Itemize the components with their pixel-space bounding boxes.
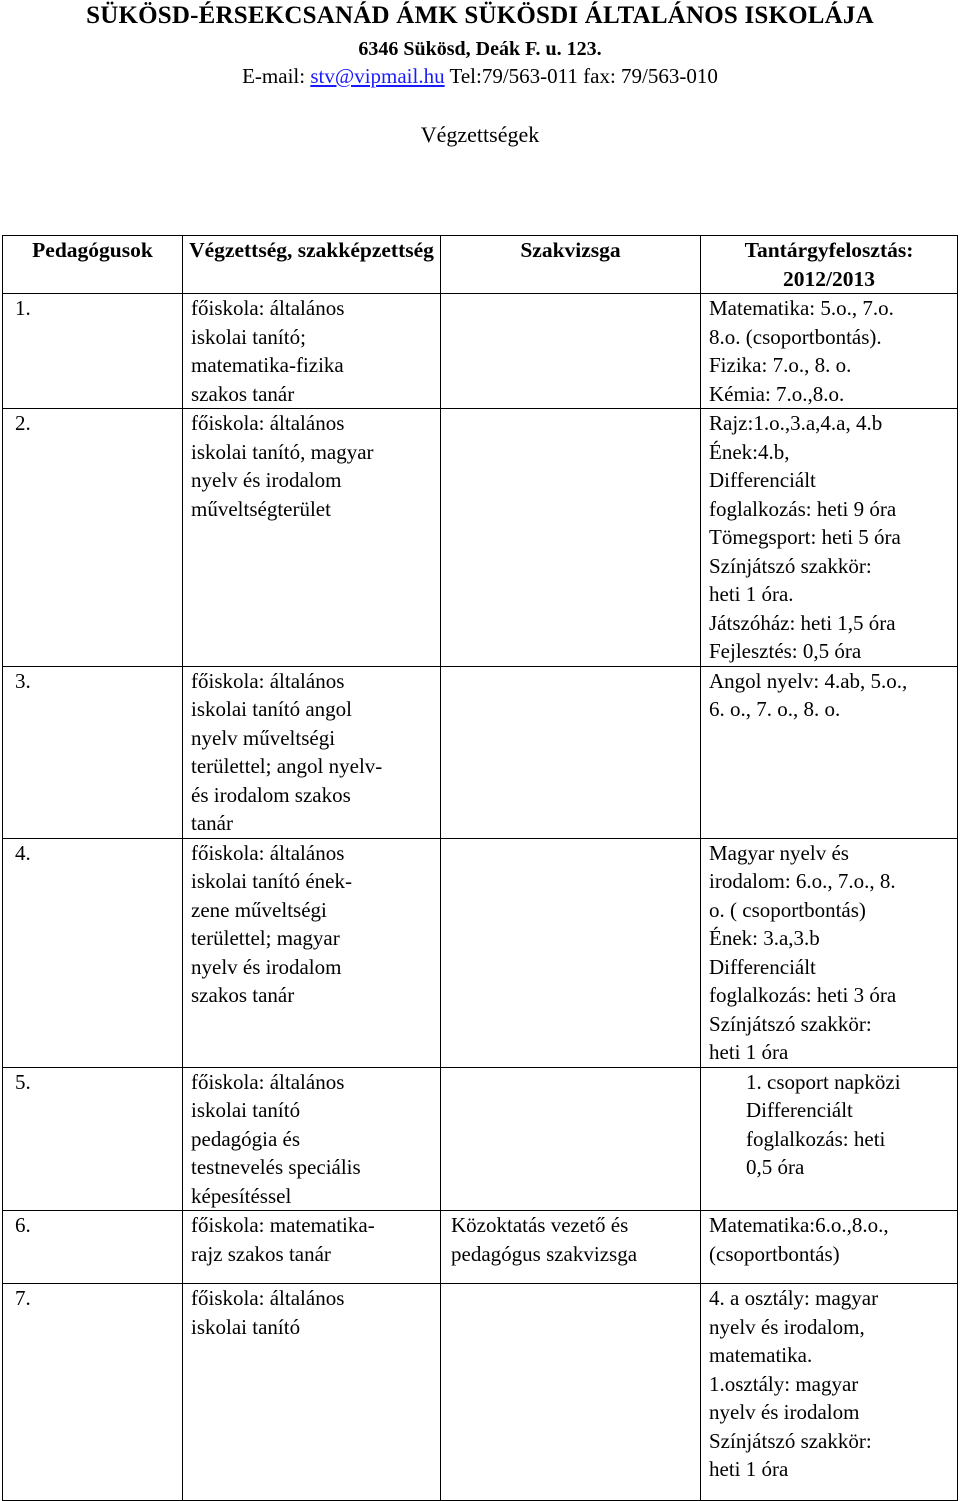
qualification-line: szakos tanár [191, 381, 295, 406]
qualification-line: iskolai tanító angol [191, 697, 352, 721]
qualification-line: tanár [191, 811, 233, 835]
teacher-number: 1. [3, 294, 183, 409]
qualification-line: főiskola: általános [191, 668, 345, 693]
qualification-line: rajz szakos tanár [191, 1241, 331, 1266]
exam-cell [441, 1284, 701, 1501]
subject-line: Színjátszó szakkör: [709, 1011, 872, 1036]
subjects-cell [701, 409, 958, 667]
qualification-cell [183, 1211, 441, 1284]
subject-line: 8.o. (csoportbontás). [709, 324, 882, 349]
subject-line: 6. o., 7. o., 8. o. [709, 697, 841, 721]
subject-line: Színjátszó szakkör: [709, 553, 872, 578]
table-row [3, 1284, 958, 1501]
phone-fax: Tel:79/563-011 fax: 79/563-010 [449, 64, 718, 88]
table-row [3, 666, 958, 838]
document-title: Végzettségek [420, 122, 540, 147]
subject-line: Differenciált [746, 1098, 853, 1122]
subject-line: Ének: 3.a,3.b [709, 926, 820, 950]
school-name: SÜKÖSD-ÉRSEKCSANÁD ÁMK SÜKÖSDI ÁLTALÁNOS ISKOLÁJA [86, 2, 874, 29]
subject-line: matematika. [709, 1343, 813, 1367]
qualification-line: nyelv műveltségi [191, 725, 336, 750]
email-label: E-mail: [242, 64, 306, 88]
subject-line: Színjátszó szakkör: [709, 1428, 872, 1453]
table-row [3, 409, 958, 667]
exam-line: Közoktatás vezető és [451, 1213, 629, 1237]
teacher-number: 5. [3, 1067, 183, 1211]
qualification-cell [183, 1284, 441, 1501]
qualification-line: iskolai tanító [191, 1098, 301, 1122]
qualification-line: nyelv és irodalom [191, 954, 342, 979]
qualification-cell [183, 666, 441, 838]
subject-line: 0,5 óra [746, 1155, 805, 1179]
subject-line: Fizika: 7.o., 8. o. [709, 353, 852, 377]
qualification-line: matematika-fizika [191, 353, 344, 377]
exam-cell [441, 1211, 701, 1284]
qualification-line: főiskola: általános [191, 1069, 345, 1094]
subject-line: foglalkozás: heti 3 óra [709, 983, 897, 1007]
subject-line: Ének:4.b, [709, 439, 790, 464]
subject-line: heti 1 óra. [709, 582, 794, 606]
subject-line: Matematika: 5.o., 7.o. [709, 296, 894, 320]
qualification-line: főiskola: általános [191, 411, 345, 435]
table-row [3, 1067, 958, 1211]
subject-line: Differenciált [709, 954, 816, 979]
teacher-number: 7. [3, 1284, 183, 1501]
qualification-line: területtel; angol nyelv- [191, 754, 383, 778]
subject-line: (csoportbontás) [709, 1241, 840, 1266]
subjects-cell [701, 294, 958, 409]
teacher-number: 2. [3, 409, 183, 667]
school-address: 6346 Sükösd, Deák F. u. 123. [358, 38, 602, 60]
subject-line: 1.osztály: magyar [709, 1371, 859, 1396]
header-qualification: Végzettség, szakképzettség [183, 236, 441, 294]
subject-line: nyelv és irodalom, [709, 1314, 865, 1339]
exam-cell [441, 838, 701, 1067]
qualification-line: főiskola: általános [191, 840, 345, 865]
exam-cell [441, 1067, 701, 1211]
qualification-line: iskolai tanító ének- [191, 869, 352, 893]
subjects-cell [701, 1284, 958, 1501]
qualification-line: főiskola: matematika- [191, 1213, 375, 1237]
qualification-line: iskolai tanító; [191, 324, 306, 349]
exam-cell [441, 409, 701, 667]
subject-line: 1. csoport napközi [746, 1069, 901, 1094]
exam-line: pedagógus szakvizsga [451, 1241, 638, 1266]
qualification-line: iskolai tanító, magyar [191, 439, 374, 464]
subject-line: foglalkozás: heti [746, 1126, 886, 1151]
qualification-cell [183, 294, 441, 409]
qualification-line: zene műveltségi [191, 897, 327, 922]
email-link[interactable]: stv@vipmail.hu [310, 64, 445, 88]
subjects-cell [701, 1067, 958, 1211]
subject-line: Rajz:1.o.,3.a,4.a, 4.b [709, 411, 883, 435]
exam-cell [441, 666, 701, 838]
contact-line [0, 64, 960, 89]
subject-line: Angol nyelv: 4.ab, 5.o., [709, 668, 908, 693]
subject-line: Magyar nyelv és [709, 840, 849, 865]
subject-line: 4. a osztály: magyar [709, 1286, 879, 1310]
subject-line: nyelv és irodalom [709, 1400, 860, 1424]
subject-line: heti 1 óra [709, 1457, 789, 1481]
teacher-number: 4. [3, 838, 183, 1067]
subject-line: Játszóház: heti 1,5 óra [709, 610, 896, 635]
header-exam: Szakvizsga [441, 236, 701, 294]
qualification-cell [183, 409, 441, 667]
qualification-line: testnevelés speciális [191, 1155, 361, 1179]
subject-line: o. ( csoportbontás) [709, 897, 866, 922]
qualification-line: műveltségterület [191, 496, 331, 521]
subject-line: Matematika:6.o.,8.o., [709, 1213, 889, 1237]
subject-line: irodalom: 6.o., 7.o., 8. [709, 869, 896, 893]
table-row [3, 1211, 958, 1284]
qualification-line: szakos tanár [191, 983, 295, 1007]
qualification-line: iskolai tanító [191, 1314, 301, 1339]
qualification-line: főiskola: általános [191, 296, 345, 320]
subject-line: Kémia: 7.o.,8.o. [709, 381, 845, 406]
subject-line: heti 1 óra [709, 1040, 789, 1064]
qualification-line: képesítéssel [191, 1183, 292, 1208]
header-subjects: Tantárgyfelosztás: 2012/2013 [701, 236, 958, 294]
subjects-cell [701, 838, 958, 1067]
teacher-number: 3. [3, 666, 183, 838]
teacher-number: 6. [3, 1211, 183, 1284]
table-row [3, 294, 958, 409]
qualification-line: és irodalom szakos [191, 782, 351, 807]
qualification-line: pedagógia és [191, 1126, 301, 1151]
table-row [3, 838, 958, 1067]
subject-line: Tömegsport: heti 5 óra [709, 525, 901, 549]
qualification-cell [183, 838, 441, 1067]
qualification-cell [183, 1067, 441, 1211]
subjects-cell [701, 666, 958, 838]
exam-cell [441, 294, 701, 409]
subject-line: Differenciált [709, 468, 816, 492]
qualification-line: nyelv és irodalom [191, 468, 342, 492]
subject-line: foglalkozás: heti 9 óra [709, 496, 897, 521]
subject-line: Fejlesztés: 0,5 óra [709, 639, 862, 663]
qualification-line: területtel; magyar [191, 926, 340, 950]
table-header-row [3, 236, 958, 294]
subjects-cell [701, 1211, 958, 1284]
qualifications-table [2, 235, 958, 1501]
header-teachers: Pedagógusok [3, 236, 183, 294]
qualification-line: főiskola: általános [191, 1286, 345, 1310]
